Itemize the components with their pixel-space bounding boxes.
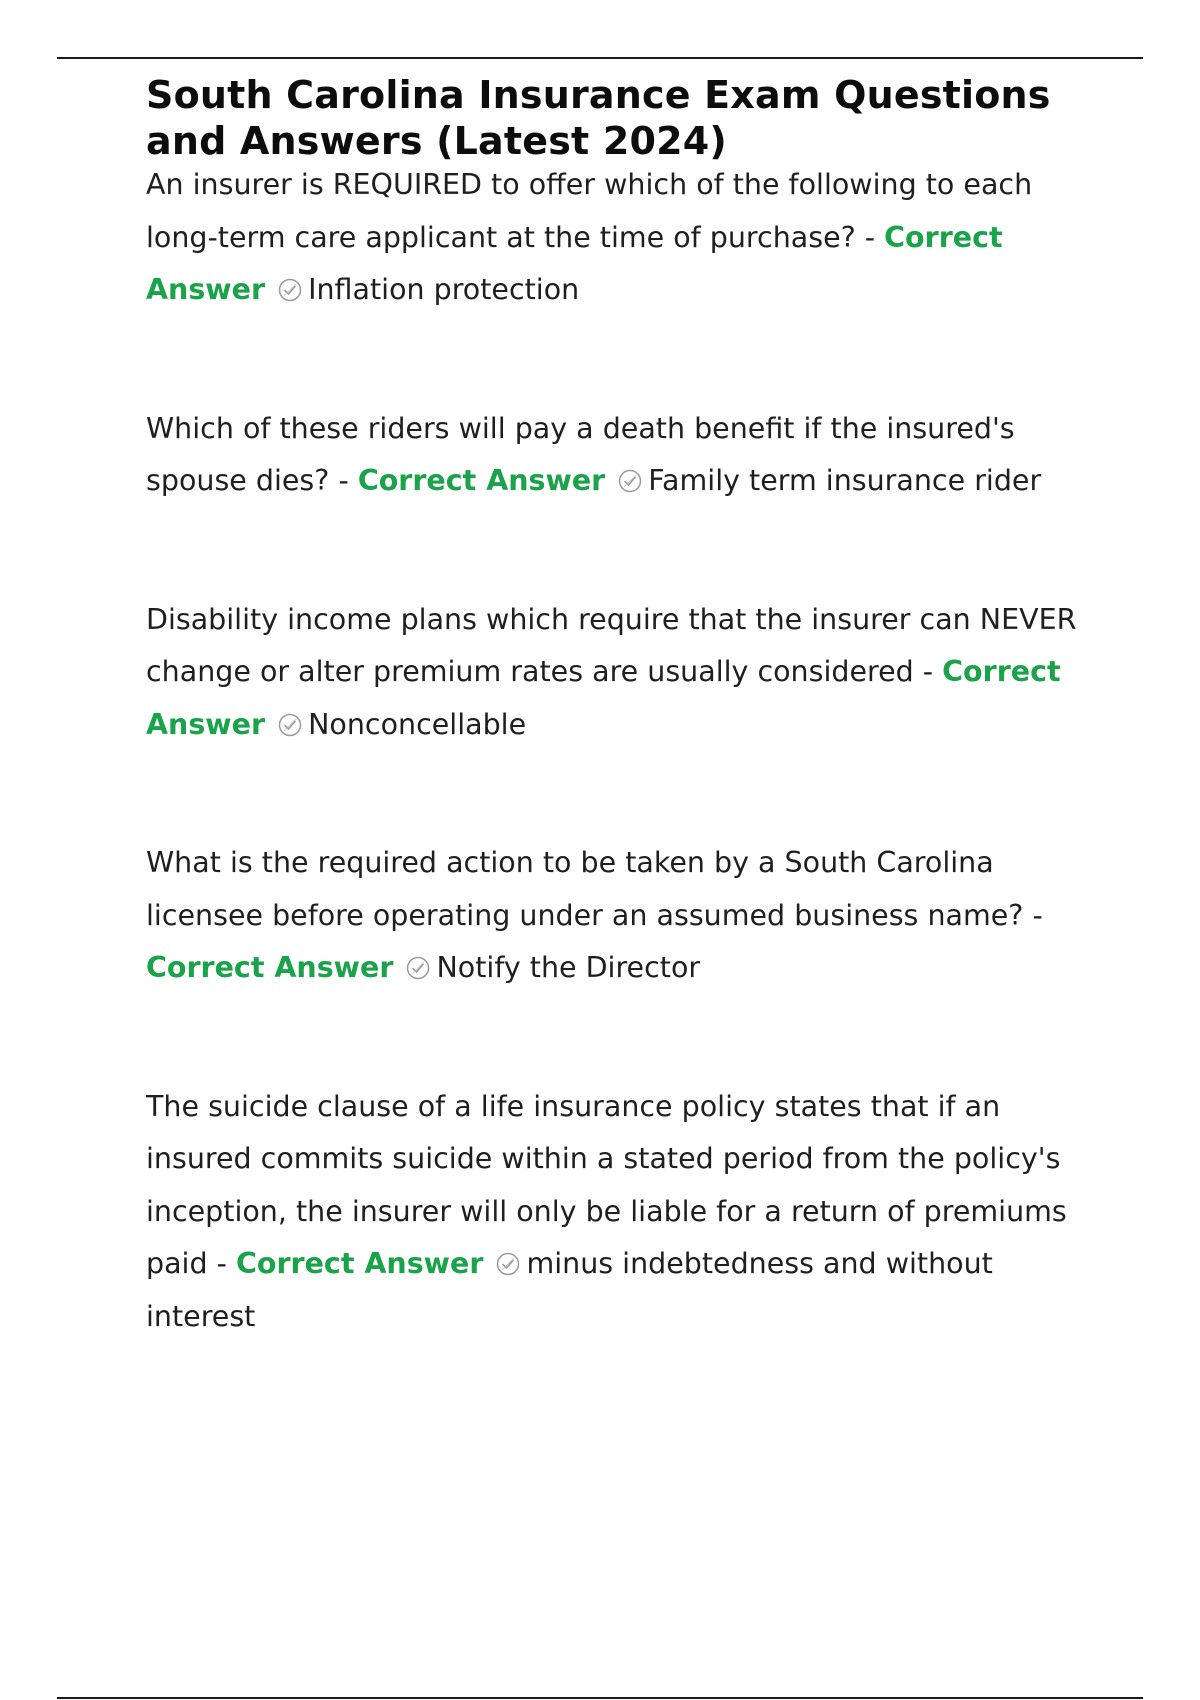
document-title: South Carolina Insurance Exam Questions and Answers (Latest 2024)	[146, 73, 1051, 163]
question-text: What is the required action to be taken by a South Carolina licensee before operating under an assumed business name?	[146, 846, 1024, 932]
top-rule	[57, 57, 1143, 59]
document-body	[146, 72, 1096, 1343]
separator: -	[329, 464, 358, 497]
bottom-rule	[57, 1697, 1143, 1699]
answer-text: Family term insurance rider	[648, 464, 1042, 497]
qa-item	[146, 1081, 1096, 1344]
question-text: Disability income plans which require that the insurer can NEVER change or alter premium rates are usually considered	[146, 602, 1077, 688]
check-circle-icon	[406, 956, 430, 980]
separator: -	[855, 220, 885, 254]
correct-answer-label: Correct Answer	[146, 951, 394, 984]
check-circle-icon	[278, 278, 302, 302]
correct-answer-label: Correct Answer	[235, 1247, 484, 1280]
correct-answer-label: Correct Answer	[146, 655, 1061, 741]
separator: -	[913, 655, 943, 688]
answer-text: minus indebtedness and without interest	[146, 1247, 993, 1333]
check-circle-icon	[618, 469, 642, 493]
qa-item	[146, 594, 1096, 752]
qa-item	[146, 159, 1096, 317]
answer-text: Nonconcellable	[308, 707, 527, 741]
qa-item	[146, 403, 1096, 508]
answer-text: Inflation protection	[308, 273, 580, 306]
answer-text: Notify the Director	[436, 951, 701, 984]
check-circle-icon	[278, 713, 302, 737]
separator: -	[207, 1247, 236, 1280]
correct-answer-label: Correct Answer	[357, 464, 606, 497]
question-text: Which of these riders will pay a death benefit if the insured's spouse dies?	[146, 411, 1015, 497]
check-circle-icon	[496, 1252, 520, 1276]
qa-item	[146, 837, 1096, 995]
question-text: An insurer is REQUIRED to offer which of the following to each long-term care applicant at the time of purchase?	[146, 168, 1033, 254]
question-text: The suicide clause of a life insurance policy states that if an insured commits suicide within a stated period from the policy's inception, the insurer will only be liable for a return of premiums paid	[146, 1089, 1067, 1280]
correct-answer-label: Correct Answer	[146, 220, 1003, 306]
qa-list	[146, 159, 1096, 1343]
separator: -	[1023, 898, 1043, 932]
